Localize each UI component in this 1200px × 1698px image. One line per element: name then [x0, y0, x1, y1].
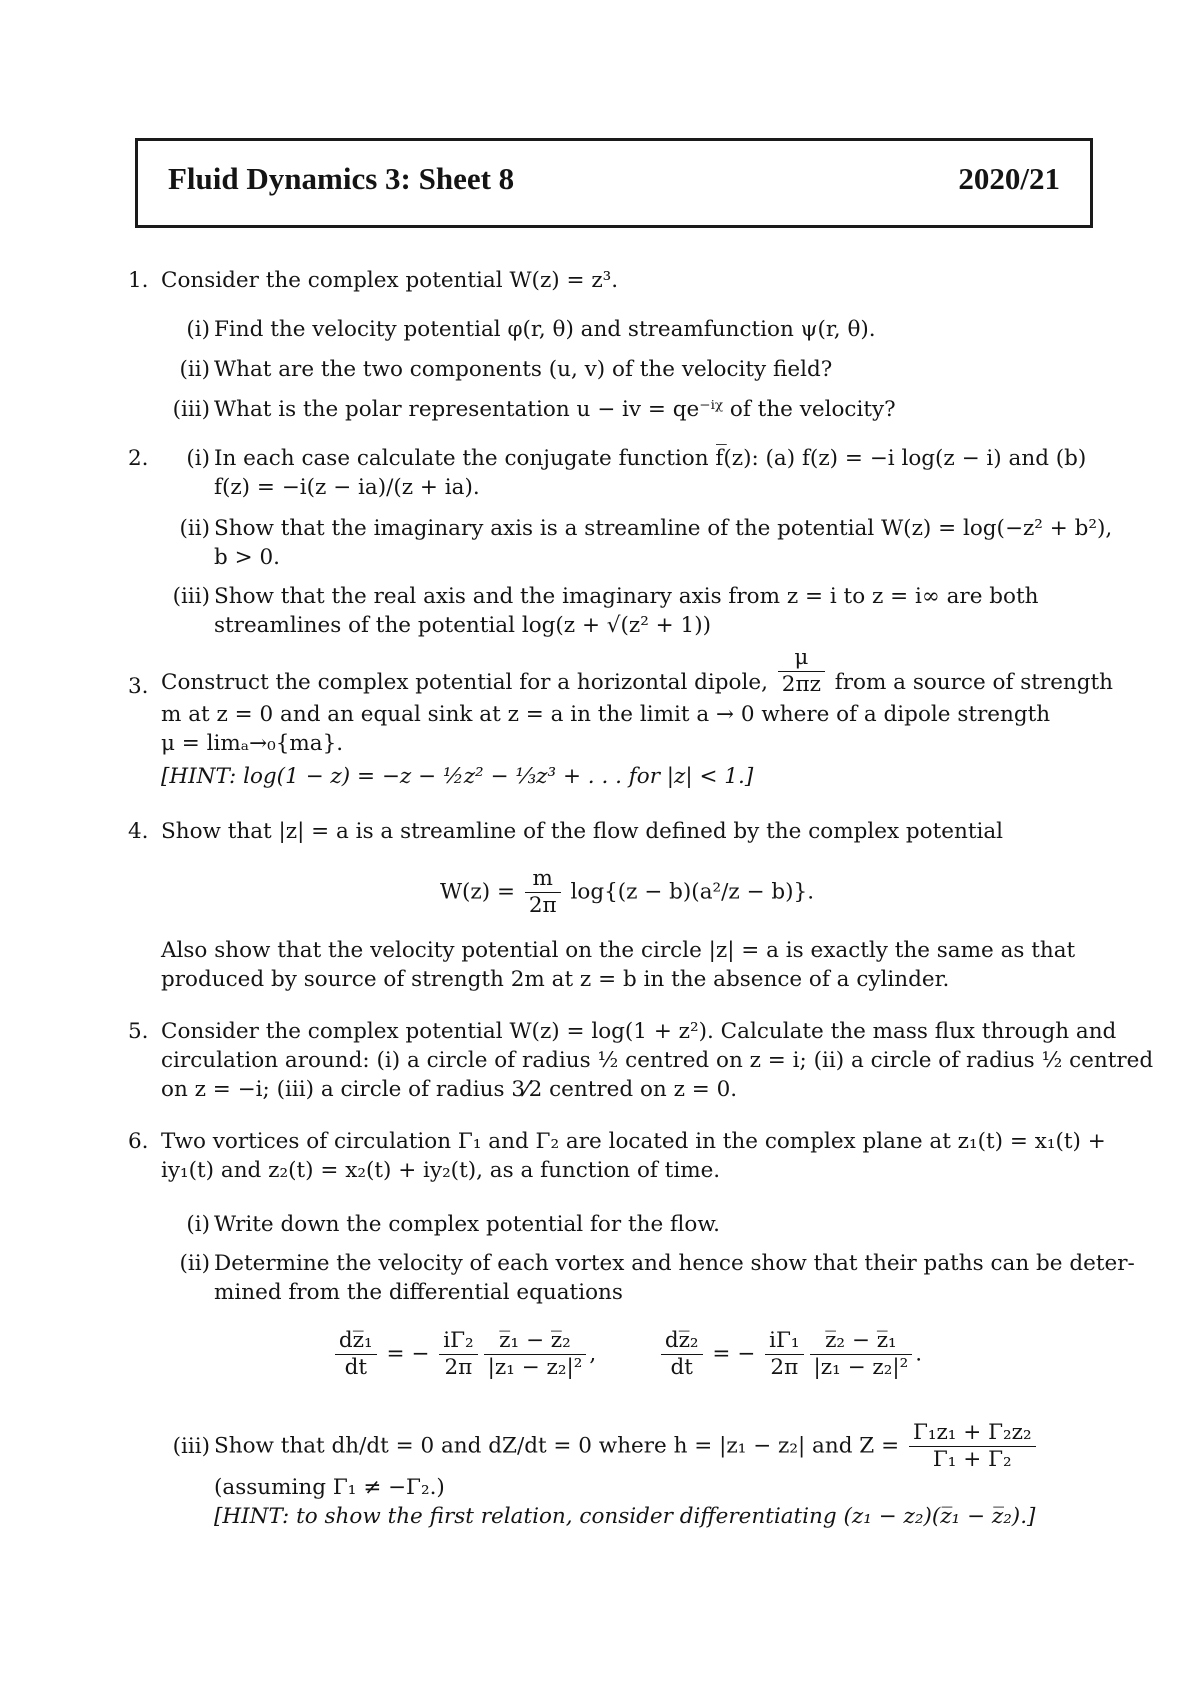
question-number: 5. [128, 1019, 149, 1044]
derivative-fraction [335, 1328, 377, 1381]
part-label: (i) [186, 1212, 210, 1237]
fraction-denominator: dt [344, 1355, 367, 1380]
part-text: Write down the complex potential for the flow. [214, 1212, 721, 1237]
fraction-numerator: z̅₂ − z̅₁ [810, 1328, 913, 1355]
part-text [214, 1249, 1135, 1307]
part-line: f(z) = −i(z − ia)/(z + ia). [214, 475, 480, 500]
question-number: 3. [128, 674, 149, 699]
fraction-numerator: m [525, 866, 561, 893]
part-line: streamlines of the potential log(z + √(z² + 1)) [214, 613, 711, 638]
coefficient-fraction [439, 1328, 477, 1381]
part-label: (iii) [172, 584, 210, 609]
question-line-start: Construct the complex potential for a horizontal dipole, [161, 670, 768, 695]
fraction-numerator: iΓ₂ [439, 1328, 477, 1355]
question-line: Two vortices of circulation Γ₁ and Γ₂ are located in the complex plane at z₁(t) = x₁(t) + [161, 1129, 1106, 1154]
part-label: (ii) [179, 516, 210, 541]
part-line: b > 0. [214, 545, 280, 570]
question-text: Show that |z| = a is a streamline of the flow defined by the complex potential [161, 819, 1004, 844]
part-line: In each case calculate the conjugate function f̅(z): (a) f(z) = −i log(z − i) and (b) [214, 446, 1087, 471]
fraction-numerator: iΓ₁ [765, 1328, 803, 1355]
part-line: (assuming Γ₁ ≠ −Γ₂.) [214, 1475, 445, 1500]
part-line: mined from the differential equations [214, 1280, 623, 1305]
question-line: produced by source of strength 2m at z = b in the absence of a cylinder. [161, 967, 950, 992]
part-label: (ii) [179, 1251, 210, 1276]
fraction-denominator: dt [670, 1355, 693, 1380]
centroid-fraction [909, 1420, 1036, 1473]
derivative-fraction [661, 1328, 703, 1381]
hint-text: [HINT: to show the first relation, consider differentiating (z₁ − z₂)(z̅₁ − z̅₂).] [214, 1504, 1036, 1529]
part-text [214, 514, 1113, 572]
hint-text: [HINT: log(1 − z) = −z − ½z² − ⅓z³ + . . . for |z| < 1.] [161, 763, 754, 789]
question-line: circulation around: (i) a circle of radius ½ centred on z = i; (ii) a circle of radius ½ centred [161, 1048, 1154, 1073]
equation-operator: = − [386, 1341, 430, 1367]
coefficient-fraction [765, 1328, 803, 1381]
fraction-denominator: 2π [528, 893, 557, 918]
question-line: Also show that the velocity potential on the circle |z| = a is exactly the same as that [161, 938, 1076, 963]
part-text [214, 582, 1093, 640]
part-text: What are the two components (u, v) of the velocity field? [214, 357, 833, 382]
part-text [214, 1420, 1093, 1531]
equation [161, 866, 1093, 919]
question-number: 4. [128, 819, 149, 844]
question-line [161, 644, 1114, 698]
question-line: μ = limₐ→₀{ma}. [161, 730, 344, 756]
equation-fraction [525, 866, 561, 919]
ratio-fraction [810, 1328, 913, 1381]
part-line: Show that the imaginary axis is a streamline of the potential W(z) = log(−z² + b²), [214, 516, 1113, 541]
equation-lhs: W(z) = [439, 879, 515, 905]
dipole-fraction [778, 645, 825, 698]
part-label: (iii) [172, 1434, 210, 1459]
equation-punctuation: , [589, 1341, 597, 1367]
question-text [161, 936, 1093, 994]
part-line-start: Show that dh/dt = 0 and dZ/dt = 0 where h = |z₁ − z₂| and Z = [214, 1433, 900, 1459]
academic-year: 2020/21 [958, 161, 1060, 196]
fraction-numerator: dz̅₂ [661, 1328, 703, 1355]
fraction-denominator: |z₁ − z₂|² [487, 1355, 583, 1380]
page-title: Fluid Dynamics 3: Sheet 8 [168, 161, 515, 196]
fraction-denominator: 2πz [781, 671, 821, 697]
part-label: (i) [186, 317, 210, 342]
question-line: m at z = 0 and an equal sink at z = a in the limit a → 0 where of a dipole strength [161, 701, 1051, 727]
ratio-fraction [484, 1328, 587, 1381]
fraction-numerator: z̅₁ − z̅₂ [484, 1328, 587, 1355]
question-line-end: from a source of strength [834, 670, 1114, 695]
fraction-numerator: Γ₁z₁ + Γ₂z₂ [909, 1420, 1036, 1447]
question-number: 6. [128, 1129, 149, 1154]
part-label: (ii) [179, 357, 210, 382]
question-number: 2. [128, 446, 149, 471]
part-line [214, 1420, 1093, 1473]
part-text: What is the polar representation u − iv = qe⁻ⁱᵡ of the velocity? [214, 397, 896, 422]
fraction-denominator: |z₁ − z₂|² [813, 1355, 909, 1380]
equation-operator: = − [712, 1341, 756, 1367]
question-text [161, 644, 1114, 791]
question-text [161, 1017, 1154, 1104]
question-line: iy₁(t) and z₂(t) = x₂(t) + iy₂(t), as a function of time. [161, 1158, 721, 1183]
equation-punctuation: . [915, 1341, 923, 1367]
question-text: Consider the complex potential W(z) = z³. [161, 268, 619, 293]
fraction-denominator: 2π [770, 1355, 799, 1380]
question-number: 1. [128, 268, 149, 293]
fraction-numerator: μ [778, 645, 825, 672]
part-text: Find the velocity potential φ(r, θ) and streamfunction ψ(r, θ). [214, 317, 876, 342]
part-label: (i) [186, 446, 210, 471]
equation [161, 1328, 1093, 1381]
question-line: Consider the complex potential W(z) = log(1 + z²). Calculate the mass flux through and [161, 1019, 1117, 1044]
equation-rhs: log{(z − b)(a²/z − b)}. [570, 879, 815, 905]
question-line: on z = −i; (iii) a circle of radius 3⁄2 centred on z = 0. [161, 1077, 738, 1102]
fraction-denominator: Γ₁ + Γ₂ [932, 1447, 1012, 1472]
title-box [135, 138, 1093, 228]
part-line: Show that the real axis and the imaginary axis from z = i to z = i∞ are both [214, 584, 1039, 609]
part-line: Determine the velocity of each vortex and hence show that their paths can be deter- [214, 1251, 1135, 1276]
part-label: (iii) [172, 397, 210, 422]
fraction-numerator: dz̅₁ [335, 1328, 377, 1355]
question-text [161, 1127, 1106, 1185]
part-text [214, 444, 1093, 502]
fraction-denominator: 2π [444, 1355, 473, 1380]
